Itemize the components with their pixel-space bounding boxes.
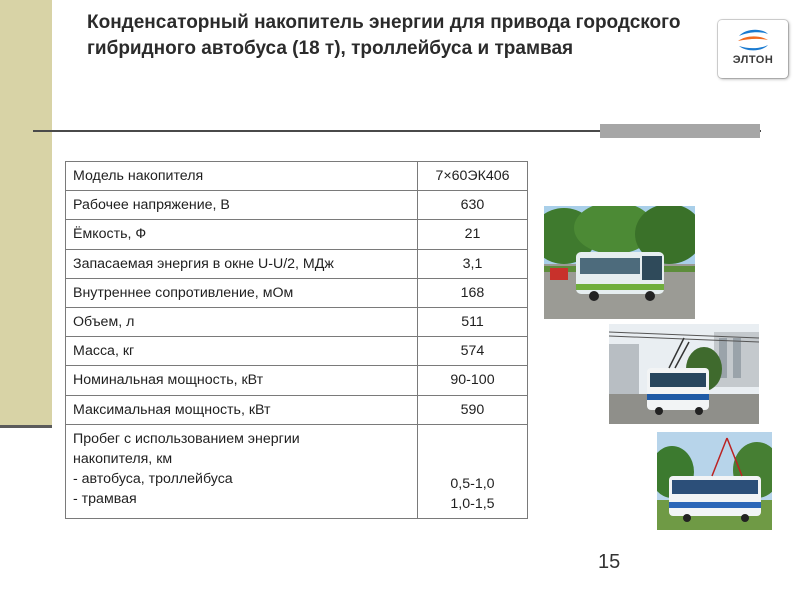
row-label: Объем, л bbox=[66, 307, 418, 336]
left-band-underline bbox=[0, 425, 52, 428]
mileage-value-tram: 1,0-1,5 bbox=[450, 495, 495, 512]
table-row bbox=[66, 162, 528, 191]
row-value: 21 bbox=[418, 220, 528, 249]
row-label: Номинальная мощность, кВт bbox=[66, 366, 418, 395]
row-label: Внутреннее сопротивление, мОм bbox=[66, 278, 418, 307]
row-value: 511 bbox=[418, 307, 528, 336]
mileage-label-line: - автобуса, троллейбуса bbox=[73, 470, 233, 487]
row-label: Ёмкость, Ф bbox=[66, 220, 418, 249]
row-label: Модель накопителя bbox=[66, 162, 418, 191]
row-value: 90-100 bbox=[418, 366, 528, 395]
row-label: Рабочее напряжение, В bbox=[66, 191, 418, 220]
table-row bbox=[66, 278, 528, 307]
mileage-value-bus: 0,5-1,0 bbox=[450, 475, 495, 492]
row-label: Максимальная мощность, кВт bbox=[66, 395, 418, 424]
table-row bbox=[66, 337, 528, 366]
table-row bbox=[66, 395, 528, 424]
slide-title: Конденсаторный накопитель энергии для привода городского гибридного автобуса (18 т), троллейбуса и трамвая bbox=[87, 12, 681, 59]
table-row bbox=[66, 307, 528, 336]
row-value: 574 bbox=[418, 337, 528, 366]
title-divider-block bbox=[600, 124, 760, 138]
bus-photo bbox=[544, 206, 695, 319]
mileage-label-line: накопителя, км bbox=[73, 450, 173, 467]
logo-text: ЭЛТОН bbox=[732, 54, 774, 66]
mileage-label-line: Пробег с использованием энергии bbox=[73, 430, 300, 447]
row-value: 3,1 bbox=[418, 249, 528, 278]
row-value: 7×60ЭК406 bbox=[418, 162, 528, 191]
table-row bbox=[66, 220, 528, 249]
left-decorative-band bbox=[0, 0, 52, 425]
row-label: Масса, кг bbox=[66, 337, 418, 366]
tram-photo bbox=[657, 432, 772, 530]
mileage-label bbox=[66, 424, 418, 518]
specifications-table bbox=[65, 161, 528, 519]
eltone-swoosh-logo-icon bbox=[736, 26, 770, 54]
row-value: 630 bbox=[418, 191, 528, 220]
trolleybus-photo bbox=[609, 324, 759, 424]
table-row-mileage bbox=[66, 424, 528, 518]
mileage-values bbox=[418, 424, 528, 518]
table-row bbox=[66, 191, 528, 220]
row-label: Запасаемая энергия в окне U-U/2, МДж bbox=[66, 249, 418, 278]
row-value: 168 bbox=[418, 278, 528, 307]
mileage-label-line: - трамвая bbox=[73, 490, 137, 507]
table-row bbox=[66, 366, 528, 395]
table-row bbox=[66, 249, 528, 278]
row-value: 590 bbox=[418, 395, 528, 424]
company-logo bbox=[718, 20, 788, 78]
page-number: 15 bbox=[598, 551, 621, 573]
